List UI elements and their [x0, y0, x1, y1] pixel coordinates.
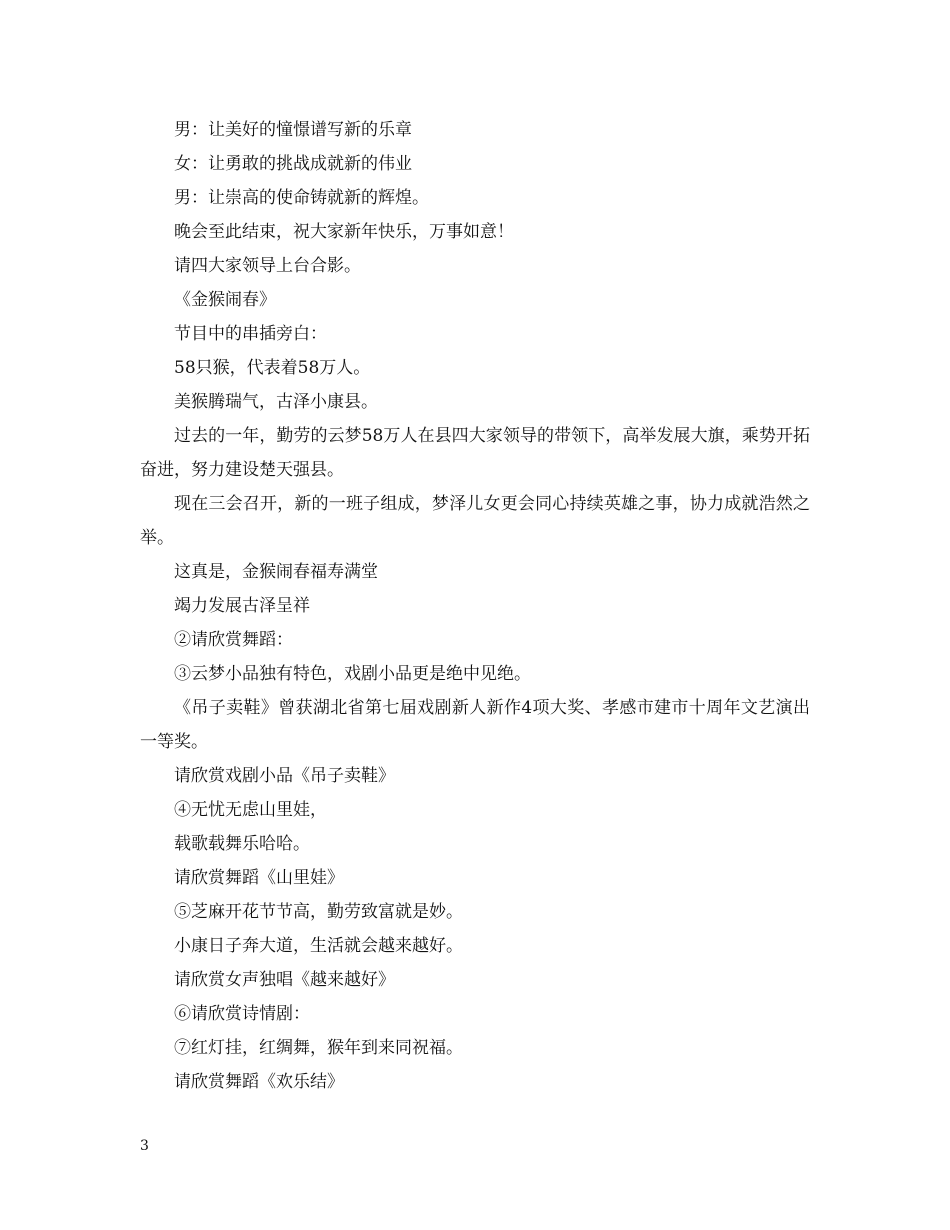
paragraph: 58只猴，代表着58万人。 [174, 358, 371, 378]
paragraph: 请欣赏舞蹈《山里娃》 [174, 868, 344, 888]
paragraph: ⑤芝麻开花节节高，勤劳致富就是妙。 [174, 902, 463, 922]
paragraph: 请欣赏舞蹈《欢乐结》 [174, 1072, 344, 1092]
paragraph: ⑦红灯挂，红绸舞，猴年到来同祝福。 [174, 1038, 463, 1058]
paragraph: 男：让崇高的使命铸就新的辉煌。 [174, 188, 429, 208]
paragraph: ④无忧无虑山里娃， [174, 800, 327, 820]
paragraph: 现在三会召开，新的一班子组成，梦泽儿女更会同心持续英雄之事，协力成就浩然之举。 [140, 494, 810, 548]
paragraph: 请欣赏戏剧小品《吊子卖鞋》 [174, 766, 395, 786]
paragraph: 晚会至此结束，祝大家新年快乐，万事如意！ [174, 222, 514, 242]
paragraph: 载歌载舞乐哈哈。 [174, 834, 310, 854]
paragraph: 竭力发展古泽呈祥 [174, 596, 310, 616]
document-body [140, 113, 810, 1099]
paragraph: 节目中的串插旁白： [174, 324, 327, 344]
paragraph: ⑥请欣赏诗情剧： [174, 1004, 310, 1024]
page-number: 3 [140, 1138, 149, 1154]
paragraph: 请四大家领导上台合影。 [174, 256, 361, 276]
paragraph: 美猴腾瑞气，古泽小康县。 [174, 392, 378, 412]
paragraph: ③云梦小品独有特色，戏剧小品更是绝中见绝。 [174, 664, 531, 684]
paragraph: 男：让美好的憧憬谱写新的乐章 [174, 120, 412, 140]
paragraph: 请欣赏女声独唱《越来越好》 [174, 970, 395, 990]
paragraph: 《金猴闹春》 [174, 290, 276, 310]
paragraph: ②请欣赏舞蹈： [174, 630, 293, 650]
paragraph: 这真是，金猴闹春福寿满堂 [174, 562, 378, 582]
paragraph: 小康日子奔大道，生活就会越来越好。 [174, 936, 463, 956]
paragraph: 过去的一年，勤劳的云梦58万人在县四大家领导的带领下，高举发展大旗，乘势开拓奋进，努力建设楚天强县。 [140, 426, 810, 480]
paragraph: 《吊子卖鞋》曾获湖北省第七届戏剧新人新作4项大奖、孝感市建市十周年文艺演出一等奖。 [140, 698, 810, 752]
paragraph: 女：让勇敢的挑战成就新的伟业 [174, 154, 412, 174]
